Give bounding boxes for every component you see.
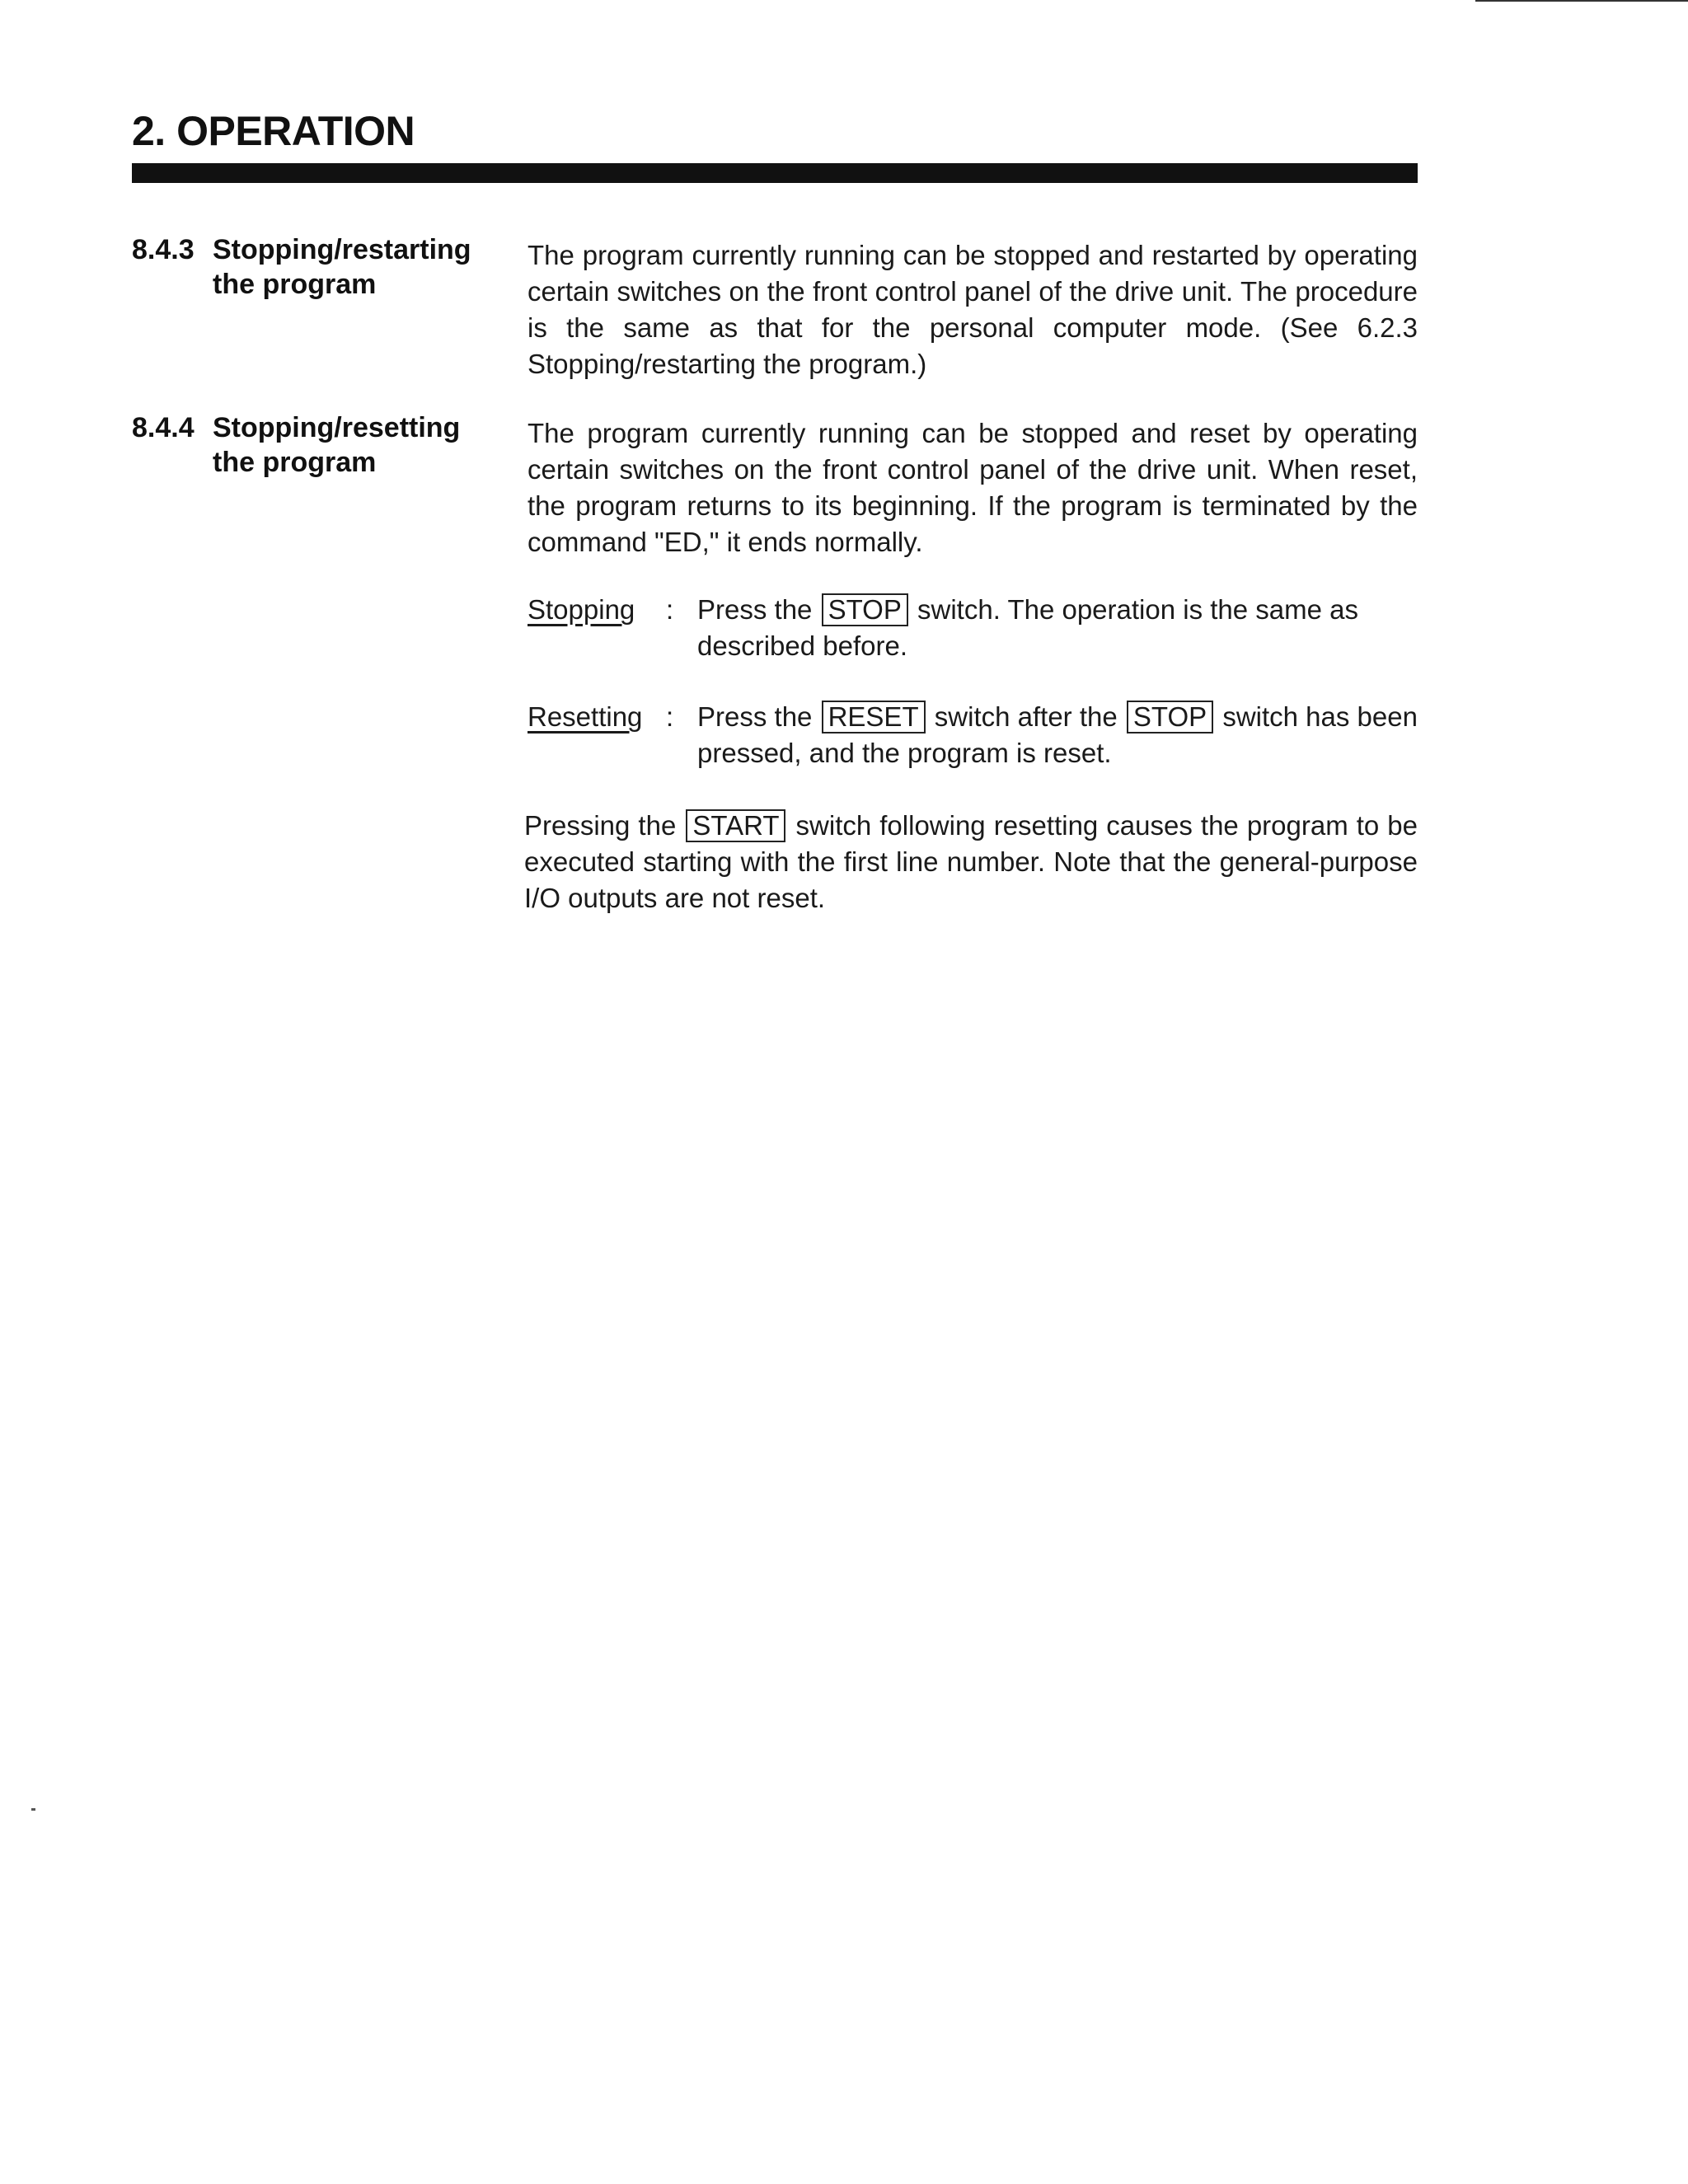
definition-text-part: switch. The operation is the same as described before. bbox=[697, 594, 1359, 661]
definition-term: Stopping bbox=[528, 594, 635, 625]
definition-colon: : bbox=[666, 594, 674, 625]
scan-speck bbox=[31, 1808, 35, 1811]
section-number: 8.4.3 bbox=[132, 234, 195, 265]
definition-text-part: Press the bbox=[697, 594, 813, 625]
section-body-paragraph: The program currently running can be stopped and reset by operating certain switches on the front control panel of the drive unit. When reset, the program returns to its beginning. If the program is terminated by the command "ED," it ends normally. bbox=[528, 418, 1418, 557]
definition-text-part: switch has been pressed, and the program is reset. bbox=[697, 701, 1418, 768]
definition-colon: : bbox=[666, 701, 674, 732]
section-heading-line: the program bbox=[213, 269, 377, 300]
chapter-title: 2. OPERATION bbox=[132, 108, 415, 154]
section-number: 8.4.4 bbox=[132, 412, 195, 443]
definition-text-part: switch after the bbox=[934, 701, 1118, 732]
paragraph-text-part: Pressing the bbox=[524, 810, 677, 841]
definition-text-part: Press the bbox=[697, 701, 813, 732]
definition-term: Resetting bbox=[528, 701, 643, 732]
definition-text bbox=[697, 699, 1418, 771]
section-heading-line: Stopping/resetting bbox=[213, 412, 461, 443]
stop-switch-key: STOP bbox=[1127, 701, 1213, 733]
definition-text bbox=[697, 592, 1418, 664]
page-edge-rule bbox=[1475, 0, 1688, 2]
section-heading-line: the program bbox=[213, 447, 377, 478]
reset-switch-key: RESET bbox=[822, 701, 926, 733]
section-heading-line: Stopping/restarting bbox=[213, 234, 471, 265]
section-heading bbox=[213, 410, 460, 480]
section-heading bbox=[213, 232, 471, 302]
closing-paragraph bbox=[524, 808, 1418, 916]
chapter-divider-bar bbox=[132, 163, 1418, 183]
paragraph-text-part: switch following resetting causes the program to be executed starting with the first line number. Note that the general-purpose I/O outputs are not reset. bbox=[524, 810, 1418, 913]
stop-switch-key: STOP bbox=[822, 593, 908, 626]
section-body-paragraph: The program currently running can be stopped and restarted by operating certain switches on the front control panel of the drive unit. The procedure is the same as that for the personal computer mode. (See 6.2.3 Stopping/restarting the program.) bbox=[528, 240, 1418, 379]
start-switch-key: START bbox=[686, 809, 785, 842]
